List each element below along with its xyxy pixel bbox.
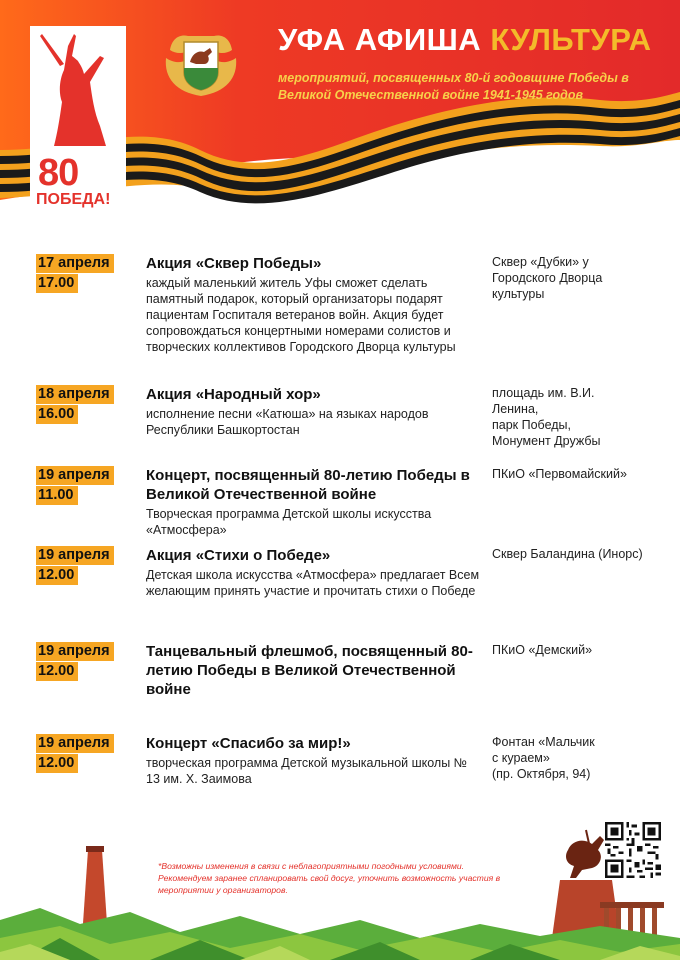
title-part-accent: КУЛЬТУРА	[490, 22, 652, 57]
event-title: Концерт «Спасибо за мир!»	[146, 735, 351, 752]
event-place: площадь им. В.И. Ленина, парк Победы, Монумент Дружбы	[492, 386, 601, 448]
page-title	[278, 24, 652, 55]
qr-code-icon	[605, 822, 661, 878]
logo-number: 80	[38, 152, 79, 194]
event-datetime	[36, 254, 114, 294]
page-subtitle: мероприятий, посвященных 80-й годовщине Победы в Великой Отечественной войне 1941-1945 годов	[278, 71, 629, 102]
event-place: ПКиО «Первомайский»	[492, 467, 627, 481]
event-content	[146, 466, 481, 538]
event-datetime	[36, 466, 114, 506]
event-content	[146, 734, 481, 787]
event-description: Творческая программа Детской школы искусства «Атмосфера»	[146, 507, 432, 537]
event-content	[146, 642, 481, 699]
event-description: Детская школа искусства «Атмосфера» предлагает Всем желающим принять участие и прочитать стихи о Победе	[146, 568, 480, 598]
event-place: Сквер Баландина (Инорс)	[492, 547, 643, 561]
event-datetime	[36, 385, 114, 425]
event-time: 12.00	[36, 754, 78, 773]
event-date: 17 апреля	[36, 254, 114, 273]
event-description: каждый маленький житель Уфы сможет сделать памятный подарок, который организаторы подарят пациентам Госпиталя ветеранов войн. Акция будет сопровождаться концертными номерами солистов и творческих коллективов Городского Дворца культуры	[146, 276, 456, 354]
event-title: Концерт, посвященный 80-летию Победы в Великой Отечественной войне	[146, 467, 470, 503]
event-time: 17.00	[36, 274, 78, 293]
event-time: 12.00	[36, 566, 78, 585]
event-place: ПКиО «Демский»	[492, 643, 593, 657]
event-title: Акция «Стихи о Победе»	[146, 547, 331, 564]
event-place: Сквер «Дубки» у Городского Дворца культуры	[492, 255, 603, 301]
event-title: Акция «Сквер Победы»	[146, 255, 322, 272]
event-title: Танцевальный флешмоб, посвященный 80-летию Победы в Великой Отечественной войне	[146, 643, 473, 698]
header-banner	[0, 0, 680, 230]
event-date: 18 апреля	[36, 385, 114, 404]
event-time: 16.00	[36, 405, 78, 424]
event-place: Фонтан «Мальчик с кураем» (пр. Октября, 94)	[492, 735, 595, 781]
event-date: 19 апреля	[36, 466, 114, 485]
event-time: 11.00	[36, 486, 78, 505]
event-datetime	[36, 642, 114, 682]
event-description: исполнение песни «Катюша» на языках народов Республики Башкортостан	[146, 407, 429, 437]
event-date: 19 апреля	[36, 642, 114, 661]
logo-text: ПОБЕДА!	[36, 191, 111, 208]
title-part-main: УФА АФИША	[278, 22, 482, 57]
event-content	[146, 546, 481, 599]
event-date: 19 апреля	[36, 546, 114, 565]
event-title: Акция «Народный хор»	[146, 386, 321, 403]
disclaimer-note: *Возможны изменения в связи с неблагоприятными погодными условиями. Рекомендуем заранее спланировать свой досуг, уточнить возможность участия в мероприятии у организаторов.	[158, 861, 501, 895]
ufa-coat-of-arms-icon	[160, 28, 242, 98]
pobeda-logo	[30, 26, 126, 212]
event-time: 12.00	[36, 662, 78, 681]
event-datetime	[36, 546, 114, 586]
event-datetime	[36, 734, 114, 774]
event-content	[146, 385, 481, 438]
event-description: творческая программа Детской музыкальной школы № 13 им. Х. Заимова	[146, 756, 468, 786]
event-content	[146, 254, 481, 355]
event-date: 19 апреля	[36, 734, 114, 753]
